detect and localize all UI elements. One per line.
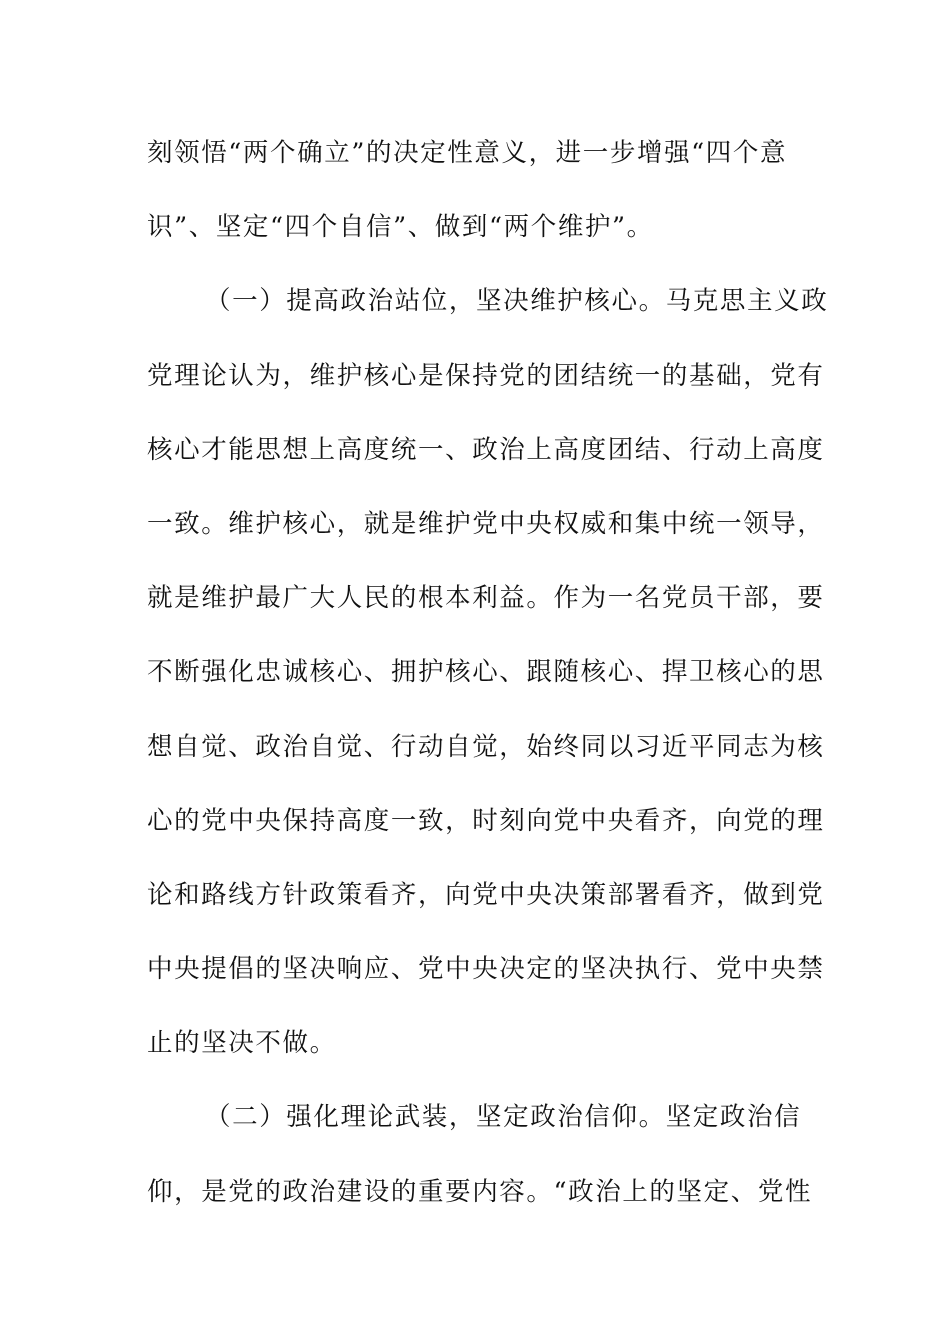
text-line: 一致。维护核心，就是维护党中央权威和集中统一领导， <box>147 508 825 539</box>
text-line: 刻领悟“两个确立”的决定性意义，进一步增强“四个意 <box>147 138 788 168</box>
section-heading-line: （一）提高政治站位，坚决维护核心。马克思主义政 <box>205 286 829 317</box>
text-line: 党理论认为，维护核心是保持党的团结统一的基础，党有 <box>147 360 825 391</box>
text-line: 核心才能思想上高度统一、政治上高度团结、行动上高度 <box>147 434 825 465</box>
text-line: 论和路线方针政策看齐，向党中央决策部署看齐，做到党 <box>147 879 825 910</box>
section-heading-line: （二）强化理论武装，坚定政治信仰。坚定政治信 <box>205 1102 802 1133</box>
text-line: 想自觉、政治自觉、行动自觉，始终同以习近平同志为核 <box>147 731 825 762</box>
text-line: 仰，是党的政治建设的重要内容。“政治上的坚定、党性 <box>147 1176 813 1207</box>
text-line: 就是维护最广大人民的根本利益。作为一名党员干部，要 <box>147 583 825 614</box>
text-line: 止的坚决不做。 <box>147 1028 337 1059</box>
text-line: 中央提倡的坚决响应、党中央决定的坚决执行、党中央禁 <box>147 954 825 985</box>
text-line: 识”、坚定“四个自信”、做到“两个维护”。 <box>147 212 654 243</box>
text-line: 心的党中央保持高度一致，时刻向党中央看齐，向党的理 <box>147 805 825 836</box>
body-text <box>147 128 829 1241</box>
text-line: 不断强化忠诚核心、拥护核心、跟随核心、捍卫核心的思 <box>147 657 825 688</box>
